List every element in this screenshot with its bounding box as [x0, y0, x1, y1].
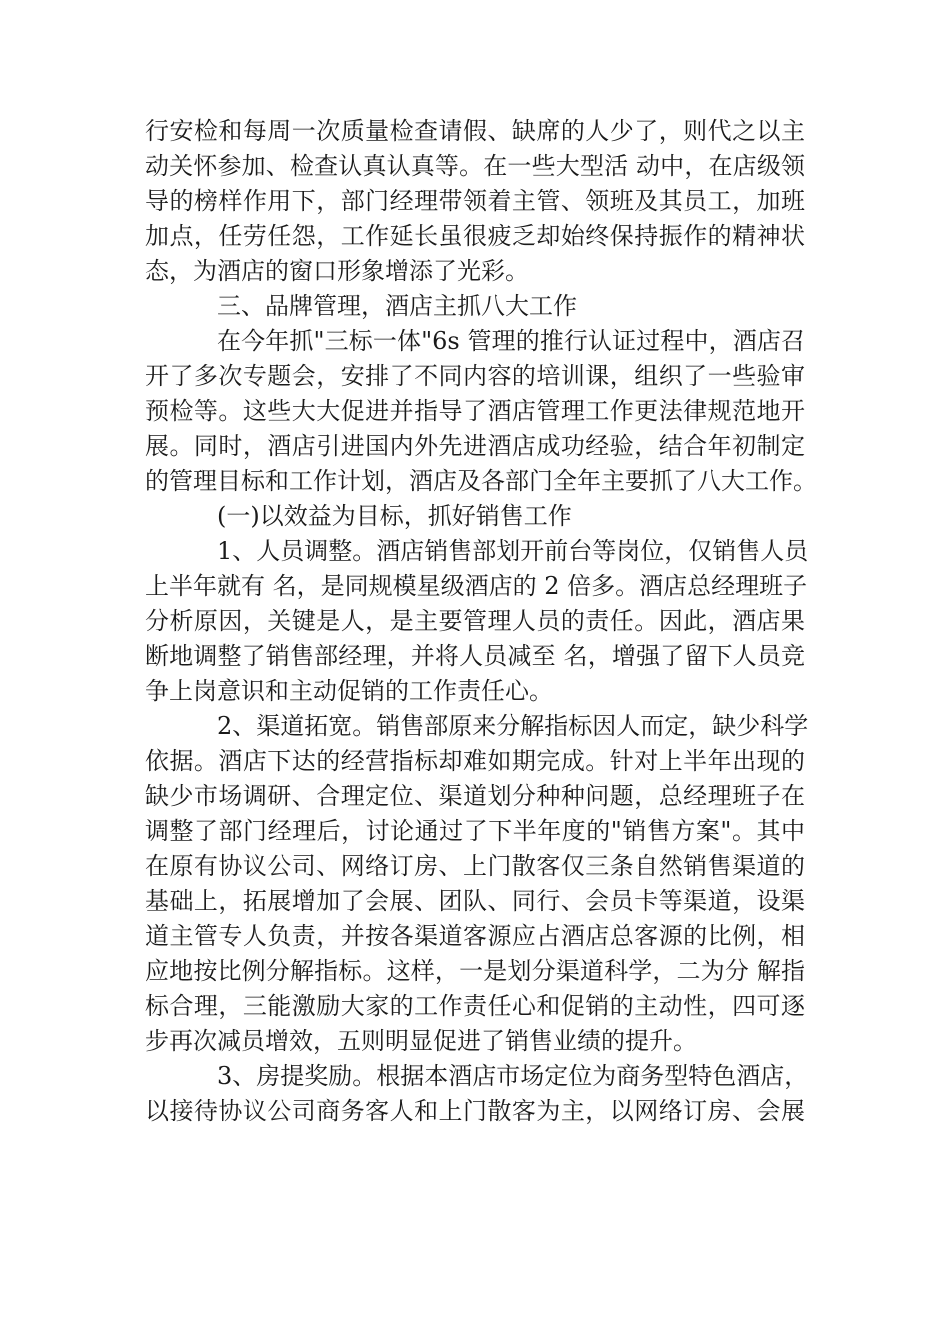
document-body	[145, 114, 817, 1129]
text-line: 导的榜样作用下，部门经理带领着主管、领班及其员工，加班	[145, 187, 805, 215]
text-line: 动关怀参加、检查认真认真等。在一些大型活 动中，在店级领	[145, 152, 805, 180]
text-line: 在原有协议公司、网络订房、上门散客仅三条自然销售渠道的	[145, 852, 805, 880]
text-line: 以接待协议公司商务客人和上门散客为主，以网络订房、会展	[145, 1097, 805, 1125]
section-heading: 三、品牌管理，酒店主抓八大工作	[217, 292, 577, 320]
text-line: 行安检和每周一次质量检查请假、缺席的人少了，则代之以主	[145, 117, 805, 145]
subsection-heading: (一)以效益为目标，抓好销售工作	[217, 502, 572, 530]
text-line: 断地调整了销售部经理，并将人员减至 名，增强了留下人员竞	[145, 642, 805, 670]
text-line: 依据。酒店下达的经营指标却难如期完成。针对上半年出现的	[145, 747, 805, 775]
text-line: 态，为酒店的窗口形象增添了光彩。	[145, 257, 529, 285]
text-line: 的管理目标和工作计划，酒店及各部门全年主要抓了八大工作。	[145, 467, 817, 495]
text-line: 标合理，三能激励大家的工作责任心和促销的主动性，四可逐	[145, 992, 805, 1020]
text-line: 道主管专人负责，并按各渠道客源应占酒店总客源的比例，相	[145, 922, 805, 950]
text-line: 预检等。这些大大促进并指导了酒店管理工作更法律规范地开	[145, 397, 805, 425]
text-line: 上半年就有 名，是同规模星级酒店的 2 倍多。酒店总经理班子	[145, 572, 808, 600]
text-line: 加点，任劳任怨，工作延长虽很疲乏却始终保持振作的精神状	[145, 222, 805, 250]
text-line: 展。同时，酒店引进国内外先进酒店成功经验，结合年初制定	[145, 432, 805, 460]
text-line: 步再次减员增效，五则明显促进了销售业绩的提升。	[145, 1027, 697, 1055]
text-line: 1、人员调整。酒店销售部划开前台等岗位，仅销售人员	[217, 537, 809, 565]
text-line: 3、房提奖励。根据本酒店市场定位为商务型特色酒店，	[217, 1062, 809, 1090]
text-line: 调整了部门经理后，讨论通过了下半年度的"销售方案"。其中	[145, 817, 805, 845]
text-line: 争上岗意识和主动促销的工作责任心。	[145, 677, 553, 705]
text-line: 开了多次专题会，安排了不同内容的培训课，组织了一些验审	[145, 362, 805, 390]
text-line: 在今年抓"三标一体"6s 管理的推行认证过程中，酒店召	[217, 327, 805, 355]
text-line: 缺少市场调研、合理定位、渠道划分种种问题，总经理班子在	[145, 782, 805, 810]
text-line: 2、渠道拓宽。销售部原来分解指标因人而定，缺少科学	[217, 712, 809, 740]
text-line: 分析原因，关键是人，是主要管理人员的责任。因此，酒店果	[145, 607, 805, 635]
text-line: 基础上，拓展增加了会展、团队、同行、会员卡等渠道，设渠	[145, 887, 805, 915]
text-line: 应地按比例分解指标。这样，一是划分渠道科学，二为分 解指	[145, 957, 805, 985]
